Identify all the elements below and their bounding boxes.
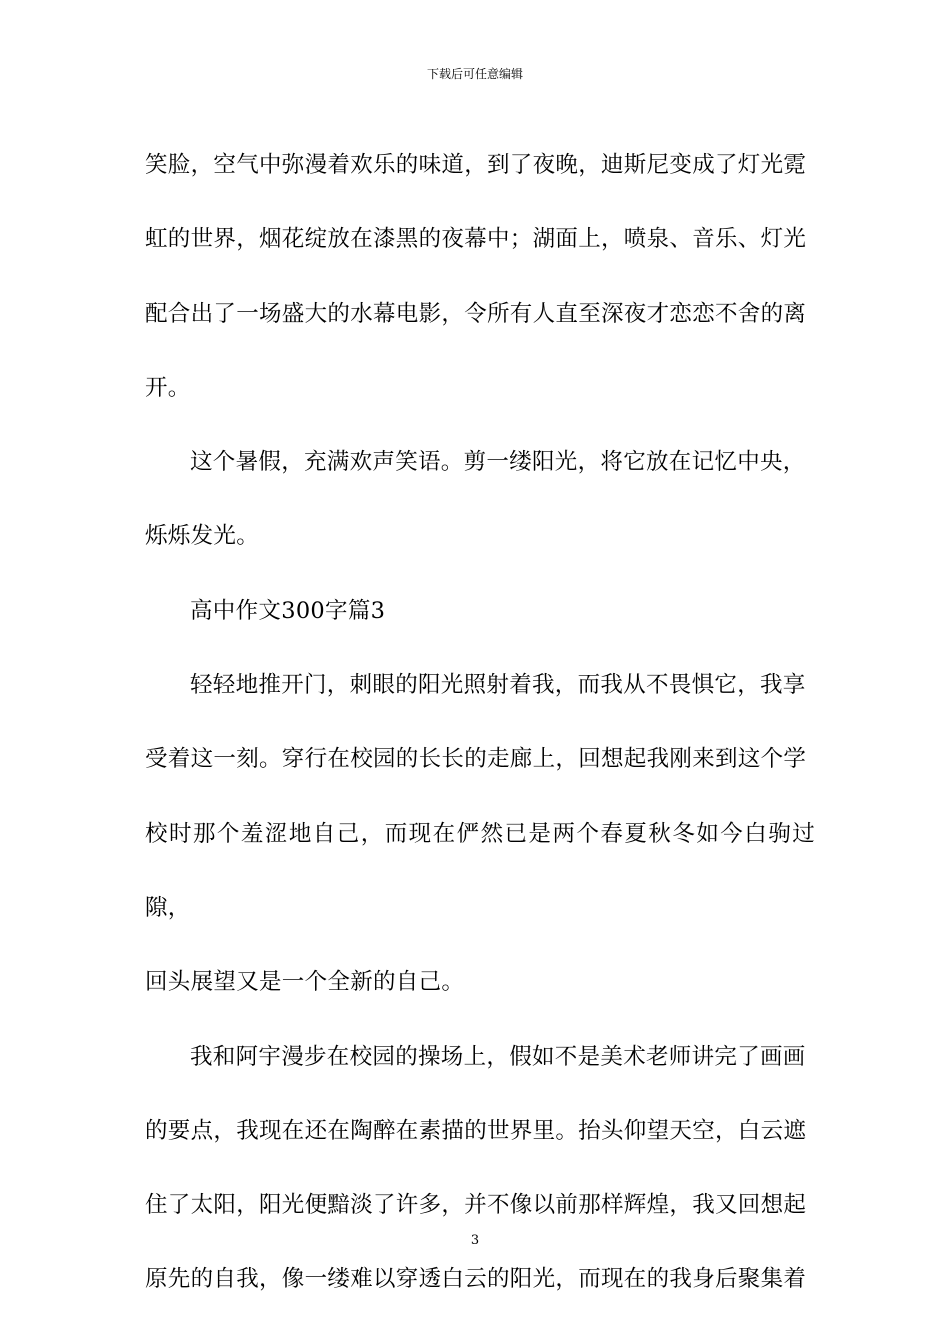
text-line: 住了太阳，阳光便黯淡了许多，并不像以前那样辉煌，我又回想起 (145, 1192, 807, 1219)
document-body (145, 128, 815, 1317)
text-line: 的要点，我现在还在陶醉在素描的世界里。抬头仰望天空，白云遮 (145, 1117, 807, 1144)
text-line: 笑脸，空气中弥漫着欢乐的味道，到了夜晚，迪斯尼变成了灯光霓 (145, 152, 807, 178)
text-line: 这个暑假，充满欢声笑语。剪一缕阳光，将它放在记忆中央， (190, 449, 806, 476)
text-line: 校时那个羞涩地自己，而现在俨然已是两个春夏秋冬如今白驹过隙， (145, 820, 815, 921)
text-line: 原先的自我，像一缕难以穿透白云的阳光，而现在的我身后聚集着 (145, 1266, 807, 1293)
text-line: 我和阿宇漫步在校园的操场上，假如不是美术老师讲完了画画 (190, 1043, 806, 1070)
text-line: 回头展望又是一个全新的自己。 (145, 969, 465, 996)
text-line: 轻轻地推开门，刺眼的阳光照射着我，而我从不畏惧它，我享 (190, 672, 806, 699)
text-line: 受着这一刻。穿行在校园的长长的走廊上，回想起我刚来到这个学 (145, 746, 807, 773)
page-header: 下载后可任意编辑 (426, 67, 523, 81)
page-number: 3 (470, 1233, 480, 1248)
text-line: 开。 (145, 374, 191, 401)
text-line: 配合出了一场盛大的水幕电影，令所有人直至深夜才恋恋不舍的离 (145, 300, 807, 327)
text-line: 虹的世界，烟花绽放在漆黑的夜幕中；湖面上，喷泉、音乐、灯光 (145, 226, 807, 253)
text-line: 烁烁发光。 (145, 523, 260, 550)
section-heading: 高中作文300字篇3 (190, 597, 386, 624)
